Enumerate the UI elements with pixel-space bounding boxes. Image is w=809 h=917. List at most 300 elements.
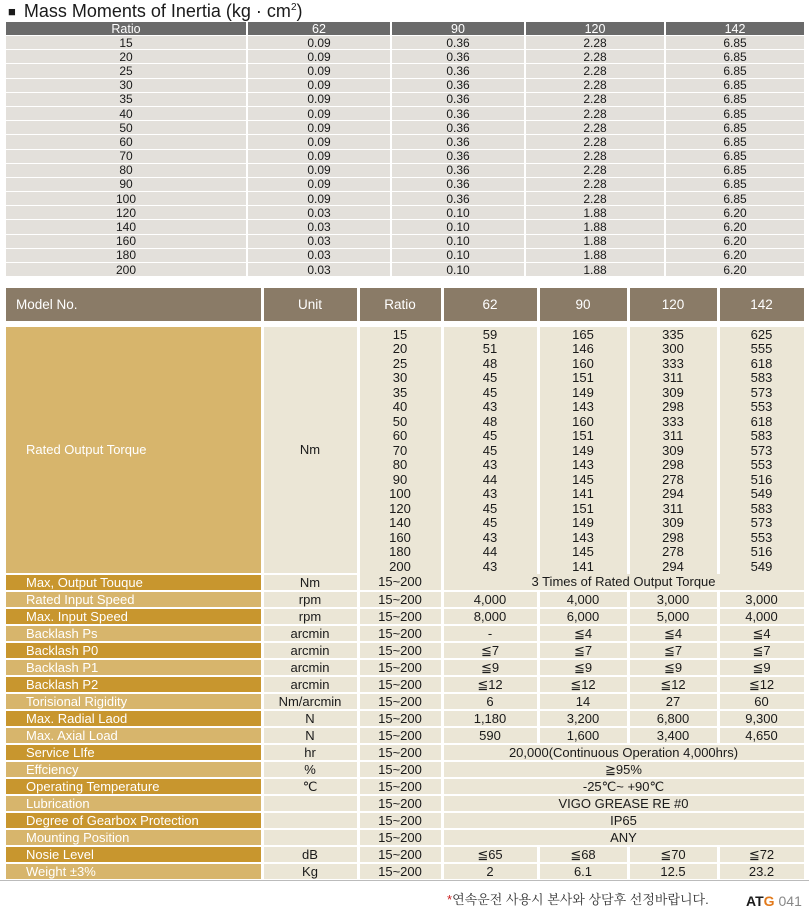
- torque-cell: 141: [538, 559, 628, 574]
- spec-unit: arcmin: [262, 676, 358, 693]
- torque-cell: 50: [358, 414, 442, 429]
- spec-value: ≦4: [718, 625, 805, 642]
- torque-cell: 200: [358, 559, 442, 574]
- inertia-cell: 6.20: [665, 206, 805, 220]
- inertia-header-cell: 90: [391, 22, 525, 36]
- inertia-cell: 0.09: [247, 106, 391, 120]
- inertia-cell: 1.88: [525, 234, 665, 248]
- spec-ratio: 15~200: [358, 778, 442, 795]
- inertia-cell: 160: [6, 234, 247, 248]
- inertia-cell: 25: [6, 64, 247, 78]
- spec-label: Rated Input Speed: [6, 591, 262, 608]
- inertia-cell: 2.28: [525, 78, 665, 92]
- inertia-row: [6, 121, 805, 135]
- spec-ratio: 15~200: [358, 829, 442, 846]
- spec-span-value: IP65: [442, 812, 805, 829]
- inertia-cell: 6.85: [665, 78, 805, 92]
- spec-row: [6, 863, 805, 880]
- torque-cell: 311: [628, 429, 718, 444]
- inertia-cell: 0.09: [247, 50, 391, 64]
- spec-header-cell: Ratio: [358, 288, 442, 324]
- spec-unit: [262, 795, 358, 812]
- torque-cell: 149: [538, 443, 628, 458]
- torque-cell: 45: [442, 429, 538, 444]
- spec-unit: arcmin: [262, 642, 358, 659]
- torque-cell: 333: [628, 356, 718, 371]
- spec-value: 3,000: [718, 591, 805, 608]
- spec-label: Backlash P0: [6, 642, 262, 659]
- spec-row: [6, 829, 805, 846]
- torque-cell: 278: [628, 472, 718, 487]
- spec-unit: dB: [262, 846, 358, 863]
- torque-cell: 298: [628, 400, 718, 415]
- inertia-row: [6, 36, 805, 50]
- inertia-cell: 2.28: [525, 163, 665, 177]
- spec-unit: hr: [262, 744, 358, 761]
- spec-value: 1,600: [538, 727, 628, 744]
- torque-cell: 573: [718, 516, 805, 531]
- spec-value: -: [442, 625, 538, 642]
- torque-cell: 333: [628, 414, 718, 429]
- inertia-cell: 2.28: [525, 135, 665, 149]
- torque-cell: 160: [358, 530, 442, 545]
- spec-unit: [262, 812, 358, 829]
- torque-cell: 143: [538, 458, 628, 473]
- spec-row: [6, 778, 805, 795]
- spec-value: ≦7: [538, 642, 628, 659]
- torque-cell: 44: [442, 545, 538, 560]
- spec-ratio: 15~200: [358, 676, 442, 693]
- inertia-cell: 0.10: [391, 248, 525, 262]
- torque-cell: 294: [628, 487, 718, 502]
- spec-value: 5,000: [628, 608, 718, 625]
- inertia-cell: 0.09: [247, 149, 391, 163]
- inertia-cell: 120: [6, 206, 247, 220]
- inertia-cell: 0.36: [391, 64, 525, 78]
- spec-span-value: ≧95%: [442, 761, 805, 778]
- inertia-cell: 0.10: [391, 234, 525, 248]
- torque-cell: 80: [358, 458, 442, 473]
- spec-value: 6.1: [538, 863, 628, 880]
- spec-ratio: 15~200: [358, 761, 442, 778]
- spec-ratio: 15~200: [358, 795, 442, 812]
- inertia-row: [6, 177, 805, 191]
- torque-cell: 294: [628, 559, 718, 574]
- inertia-cell: 0.36: [391, 106, 525, 120]
- spec-value: 6,000: [538, 608, 628, 625]
- spec-label: Max. Axial Load: [6, 727, 262, 744]
- torque-cell: 573: [718, 385, 805, 400]
- spec-ratio: 15~200: [358, 846, 442, 863]
- spec-value: ≦7: [442, 642, 538, 659]
- spec-header-cell: 120: [628, 288, 718, 324]
- spec-value: 60: [718, 693, 805, 710]
- inertia-cell: 0.36: [391, 78, 525, 92]
- inertia-row: [6, 149, 805, 163]
- inertia-row: [6, 206, 805, 220]
- spec-ratio: 15~200: [358, 642, 442, 659]
- spec-value: ≦9: [442, 659, 538, 676]
- inertia-header-cell: 142: [665, 22, 805, 36]
- inertia-cell: 0.36: [391, 177, 525, 191]
- torque-cell: 20: [358, 342, 442, 357]
- spec-value: ≦12: [718, 676, 805, 693]
- torque-cell: 145: [538, 472, 628, 487]
- torque-cell: 180: [358, 545, 442, 560]
- spec-table: [6, 288, 807, 881]
- spec-value: ≦4: [538, 625, 628, 642]
- torque-cell: 149: [538, 385, 628, 400]
- spec-unit: Nm: [262, 574, 358, 591]
- spec-value: ≦12: [538, 676, 628, 693]
- spec-value: ≦9: [538, 659, 628, 676]
- inertia-header-cell: 62: [247, 22, 391, 36]
- spec-header-cell: 62: [442, 288, 538, 324]
- inertia-cell: 6.85: [665, 163, 805, 177]
- spec-row: [6, 574, 805, 591]
- spec-unit: rpm: [262, 591, 358, 608]
- torque-cell: 625: [718, 324, 805, 342]
- spec-value: 12.5: [628, 863, 718, 880]
- inertia-cell: 0.09: [247, 192, 391, 206]
- torque-cell: 516: [718, 545, 805, 560]
- torque-cell: 311: [628, 501, 718, 516]
- torque-cell: 146: [538, 342, 628, 357]
- inertia-cell: 80: [6, 163, 247, 177]
- spec-value: 4,000: [538, 591, 628, 608]
- inertia-cell: 0.36: [391, 50, 525, 64]
- footer-divider: [0, 880, 809, 881]
- inertia-cell: 200: [6, 263, 247, 277]
- torque-cell: 618: [718, 356, 805, 371]
- spec-ratio: 15~200: [358, 744, 442, 761]
- inertia-cell: 0.36: [391, 121, 525, 135]
- torque-cell: 145: [538, 545, 628, 560]
- atg-logo: ATG 041: [746, 893, 802, 909]
- spec-value: ≦12: [442, 676, 538, 693]
- spec-value: 4,000: [442, 591, 538, 608]
- inertia-row: [6, 220, 805, 234]
- inertia-cell: 6.85: [665, 50, 805, 64]
- spec-label: Weight ±3%: [6, 863, 262, 880]
- torque-cell: 278: [628, 545, 718, 560]
- torque-cell: 140: [358, 516, 442, 531]
- torque-cell: 160: [538, 414, 628, 429]
- spec-header-cell: Unit: [262, 288, 358, 324]
- spec-unit: %: [262, 761, 358, 778]
- spec-span-value: -25℃~ +90℃: [442, 778, 805, 795]
- inertia-cell: 20: [6, 50, 247, 64]
- spec-label: Operating Temperature: [6, 778, 262, 795]
- inertia-cell: 0.36: [391, 92, 525, 106]
- torque-cell: 151: [538, 429, 628, 444]
- inertia-cell: 0.03: [247, 206, 391, 220]
- torque-cell: 309: [628, 516, 718, 531]
- spec-ratio: 15~200: [358, 812, 442, 829]
- rated-torque-label: Rated Output Torque: [6, 324, 262, 574]
- inertia-cell: 100: [6, 192, 247, 206]
- torque-cell: 25: [358, 356, 442, 371]
- torque-cell: 165: [538, 324, 628, 342]
- spec-row: [6, 846, 805, 863]
- inertia-header-cell: Ratio: [6, 22, 247, 36]
- inertia-cell: 2.28: [525, 121, 665, 135]
- spec-label: Torisional Rigidity: [6, 693, 262, 710]
- spec-value: 3,200: [538, 710, 628, 727]
- inertia-cell: 1.88: [525, 248, 665, 262]
- torque-cell: 553: [718, 530, 805, 545]
- torque-cell: 311: [628, 371, 718, 386]
- spec-span-value: 3 Times of Rated Output Torque: [442, 574, 805, 591]
- spec-ratio: 15~200: [358, 625, 442, 642]
- inertia-cell: 0.36: [391, 163, 525, 177]
- spec-row: [6, 659, 805, 676]
- torque-cell: 59: [442, 324, 538, 342]
- torque-cell: 48: [442, 356, 538, 371]
- spec-row: [6, 642, 805, 659]
- spec-unit: ℃: [262, 778, 358, 795]
- torque-cell: 48: [442, 414, 538, 429]
- spec-value: ≦68: [538, 846, 628, 863]
- inertia-cell: 6.85: [665, 36, 805, 50]
- spec-unit: Nm/arcmin: [262, 693, 358, 710]
- torque-cell: 309: [628, 385, 718, 400]
- inertia-cell: 6.85: [665, 121, 805, 135]
- torque-cell: 43: [442, 458, 538, 473]
- inertia-row: [6, 50, 805, 64]
- inertia-cell: 2.28: [525, 106, 665, 120]
- inertia-cell: 6.85: [665, 106, 805, 120]
- inertia-row: [6, 78, 805, 92]
- inertia-cell: 2.28: [525, 177, 665, 191]
- spec-span-value: ANY: [442, 829, 805, 846]
- torque-cell: 160: [538, 356, 628, 371]
- spec-ratio: 15~200: [358, 710, 442, 727]
- spec-unit: arcmin: [262, 625, 358, 642]
- inertia-cell: 0.36: [391, 192, 525, 206]
- torque-cell: 45: [442, 516, 538, 531]
- spec-value: ≦65: [442, 846, 538, 863]
- spec-label: Nosie Level: [6, 846, 262, 863]
- torque-cell: 15: [358, 324, 442, 342]
- torque-row: [6, 324, 805, 342]
- torque-cell: 143: [538, 400, 628, 415]
- inertia-cell: 0.03: [247, 263, 391, 277]
- spec-header-cell: Model No.: [6, 288, 262, 324]
- torque-cell: 555: [718, 342, 805, 357]
- spec-value: 9,300: [718, 710, 805, 727]
- spec-value: 1,180: [442, 710, 538, 727]
- spec-label: Backlash P2: [6, 676, 262, 693]
- torque-cell: 573: [718, 443, 805, 458]
- inertia-cell: 0.36: [391, 135, 525, 149]
- spec-ratio: 15~200: [358, 659, 442, 676]
- spec-value: ≦9: [628, 659, 718, 676]
- inertia-cell: 30: [6, 78, 247, 92]
- spec-value: ≦4: [628, 625, 718, 642]
- spec-value: 6,800: [628, 710, 718, 727]
- spec-row: [6, 761, 805, 778]
- inertia-cell: 6.85: [665, 177, 805, 191]
- torque-cell: 43: [442, 400, 538, 415]
- spec-header-cell: 142: [718, 288, 805, 324]
- inertia-cell: 6.85: [665, 149, 805, 163]
- torque-cell: 553: [718, 458, 805, 473]
- spec-ratio: 15~200: [358, 727, 442, 744]
- inertia-cell: 6.85: [665, 192, 805, 206]
- spec-value: 590: [442, 727, 538, 744]
- page-number: 041: [778, 893, 802, 909]
- torque-cell: 549: [718, 487, 805, 502]
- spec-value: 23.2: [718, 863, 805, 880]
- inertia-cell: 0.09: [247, 36, 391, 50]
- inertia-cell: 180: [6, 248, 247, 262]
- torque-cell: 40: [358, 400, 442, 415]
- bullet-square-icon: ■: [8, 3, 16, 19]
- torque-cell: 309: [628, 443, 718, 458]
- spec-label: Max. Input Speed: [6, 608, 262, 625]
- torque-cell: 100: [358, 487, 442, 502]
- torque-cell: 335: [628, 324, 718, 342]
- inertia-cell: 0.09: [247, 78, 391, 92]
- torque-cell: 618: [718, 414, 805, 429]
- torque-cell: 151: [538, 371, 628, 386]
- torque-cell: 44: [442, 472, 538, 487]
- inertia-cell: 6.85: [665, 135, 805, 149]
- torque-cell: 45: [442, 443, 538, 458]
- torque-cell: 45: [442, 385, 538, 400]
- spec-ratio: 15~200: [358, 591, 442, 608]
- torque-cell: 141: [538, 487, 628, 502]
- spec-value: ≦7: [628, 642, 718, 659]
- torque-cell: 298: [628, 530, 718, 545]
- spec-row: [6, 625, 805, 642]
- spec-label: Max. Radial Laod: [6, 710, 262, 727]
- spec-ratio: 15~200: [358, 693, 442, 710]
- torque-cell: 60: [358, 429, 442, 444]
- torque-cell: 45: [442, 371, 538, 386]
- inertia-cell: 0.36: [391, 36, 525, 50]
- inertia-cell: 0.09: [247, 92, 391, 106]
- torque-cell: 45: [442, 501, 538, 516]
- torque-cell: 51: [442, 342, 538, 357]
- spec-label: Max, Output Touque: [6, 574, 262, 591]
- torque-cell: 35: [358, 385, 442, 400]
- inertia-row: [6, 64, 805, 78]
- spec-row: [6, 744, 805, 761]
- inertia-cell: 2.28: [525, 50, 665, 64]
- inertia-cell: 6.85: [665, 92, 805, 106]
- spec-row: [6, 608, 805, 625]
- inertia-row: [6, 163, 805, 177]
- inertia-cell: 15: [6, 36, 247, 50]
- spec-label: Mounting Position: [6, 829, 262, 846]
- spec-value: 3,400: [628, 727, 718, 744]
- inertia-cell: 2.28: [525, 92, 665, 106]
- inertia-cell: 0.03: [247, 220, 391, 234]
- inertia-cell: 50: [6, 121, 247, 135]
- spec-unit: rpm: [262, 608, 358, 625]
- torque-cell: 516: [718, 472, 805, 487]
- inertia-cell: 0.09: [247, 64, 391, 78]
- spec-unit: N: [262, 710, 358, 727]
- inertia-cell: 90: [6, 177, 247, 191]
- torque-cell: 298: [628, 458, 718, 473]
- inertia-cell: 0.09: [247, 121, 391, 135]
- inertia-cell: 1.88: [525, 263, 665, 277]
- torque-cell: 549: [718, 559, 805, 574]
- inertia-cell: 2.28: [525, 64, 665, 78]
- torque-cell: 151: [538, 501, 628, 516]
- inertia-title: Mass Moments of Inertia $(kg \cdot cm^2)$: [23, 0, 303, 21]
- torque-cell: 90: [358, 472, 442, 487]
- inertia-row: [6, 248, 805, 262]
- inertia-cell: 6.20: [665, 220, 805, 234]
- inertia-table: [6, 22, 806, 277]
- spec-unit: [262, 829, 358, 846]
- inertia-header-cell: 120: [525, 22, 665, 36]
- spec-row: [6, 591, 805, 608]
- spec-value: 3,000: [628, 591, 718, 608]
- spec-unit: N: [262, 727, 358, 744]
- inertia-row: [6, 135, 805, 149]
- inertia-cell: 0.10: [391, 206, 525, 220]
- inertia-cell: 0.09: [247, 135, 391, 149]
- inertia-cell: 0.10: [391, 220, 525, 234]
- spec-label: Lubrication: [6, 795, 262, 812]
- inertia-row: [6, 106, 805, 120]
- spec-label: Degree of Gearbox Protection: [6, 812, 262, 829]
- spec-ratio: 15~200: [358, 863, 442, 880]
- inertia-cell: 6.85: [665, 64, 805, 78]
- torque-cell: 70: [358, 443, 442, 458]
- spec-value: 2: [442, 863, 538, 880]
- spec-row: [6, 676, 805, 693]
- inertia-cell: 6.20: [665, 263, 805, 277]
- inertia-cell: 0.03: [247, 234, 391, 248]
- spec-value: 4,000: [718, 608, 805, 625]
- inertia-cell: 1.88: [525, 220, 665, 234]
- spec-unit: Kg: [262, 863, 358, 880]
- inertia-cell: 140: [6, 220, 247, 234]
- spec-value: 4,650: [718, 727, 805, 744]
- spec-ratio: 15~200: [358, 608, 442, 625]
- footer-note: *연속운전 사용시 본사와 상담후 선정바랍니다.: [447, 892, 709, 907]
- spec-value: ≦7: [718, 642, 805, 659]
- inertia-cell: 60: [6, 135, 247, 149]
- inertia-cell: 0.10: [391, 263, 525, 277]
- inertia-cell: 6.20: [665, 234, 805, 248]
- spec-row: [6, 710, 805, 727]
- inertia-cell: 1.88: [525, 206, 665, 220]
- spec-value: ≦12: [628, 676, 718, 693]
- spec-label: Backlash P1: [6, 659, 262, 676]
- torque-cell: 583: [718, 371, 805, 386]
- inertia-row: [6, 192, 805, 206]
- spec-value: 6: [442, 693, 538, 710]
- spec-value: ≦70: [628, 846, 718, 863]
- inertia-cell: 0.09: [247, 163, 391, 177]
- spec-ratio: 15~200: [358, 574, 442, 591]
- inertia-row: [6, 92, 805, 106]
- spec-value: ≦9: [718, 659, 805, 676]
- spec-value: 27: [628, 693, 718, 710]
- spec-row: [6, 812, 805, 829]
- inertia-cell: 0.03: [247, 248, 391, 262]
- spec-unit: arcmin: [262, 659, 358, 676]
- section-title: [8, 0, 303, 22]
- spec-value: 14: [538, 693, 628, 710]
